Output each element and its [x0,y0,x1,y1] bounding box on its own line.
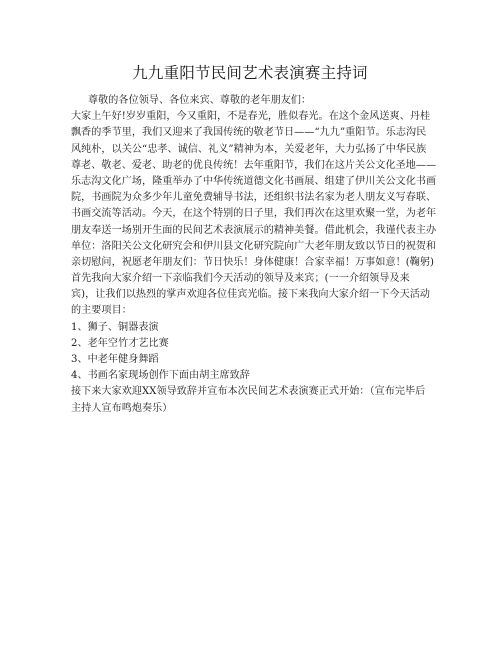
body-line: 的主要项目： [71,305,132,317]
body-line: 乐志沟文化广场，隆重举办了中华传统道德文化书画展、组建了伊川关公文化书画 [71,175,437,187]
program-item: 2、老年空竹才艺比赛 [71,337,169,349]
body-line: 风纯朴，以关公“忠孝、诚信、礼义”精神为本，关爱老年，大力弘扬了中华民族 [71,143,427,155]
body-line: 接下来大家欢迎XX领导致辞并宣布本次民间艺术表演赛正式开始：（宣布完毕后 [71,386,426,398]
body-line: 朋友奉送一场别开生面的民间艺术表演展示的精神美餐。借此机会，我谨代表主办 [71,224,437,236]
body-line: 飘香的季节里，我们又迎来了我国传统的敬老节日——“九九”重阳节。乐志沟民 [71,127,427,139]
salutation-line: 尊敬的各位领导、各位来宾、尊敬的老年朋友们： [88,95,312,106]
body-line: 亲切慰问，祝愿老年朋友们：节日快乐！身体健康！合家幸福！万事如意！(鞠躬) [71,256,435,268]
program-item: 1、狮子、铜器表演 [71,321,159,333]
body-line: 首先我向大家介绍一下亲临我们今天活动的领导及来宾；(一一介绍领导及来 [71,273,410,285]
body-line: 单位：洛阳关公文化研究会和伊川县文化研究院向广大老年朋友致以节日的祝贺和 [71,240,437,252]
body-line: 院，书画院为众多少年儿童免费辅导书法，还组织书法名家为老人朋友义写春联、 [71,192,437,204]
body-line: 大家上午好!岁岁重阳，今又重阳，不是春光，胜似春光。在这个金风送爽、丹桂 [71,111,431,123]
program-item: 4、书画名家现场创作下面由胡主席致辞 [71,370,250,382]
body-line: 尊老、敬老、爱老、助老的优良传统！去年重阳节，我们在这片关公文化圣地—— [71,159,437,171]
program-item: 3、中老年健身舞蹈 [71,354,159,365]
body-line: 书画交流等活动。今天，在这个特别的日子里，我们再次在这里欢聚一堂，为老年 [71,208,437,220]
body-line: 宾)，让我们以热烈的掌声欢迎各位佳宾光临。接下来我向大家介绍一下今天活动 [71,289,431,301]
document-title: 九九重阳节民间艺术表演赛主持词 [132,64,368,82]
body-line: 主持人宣布鸣炮奏乐） [71,402,173,414]
document-body [71,93,437,417]
